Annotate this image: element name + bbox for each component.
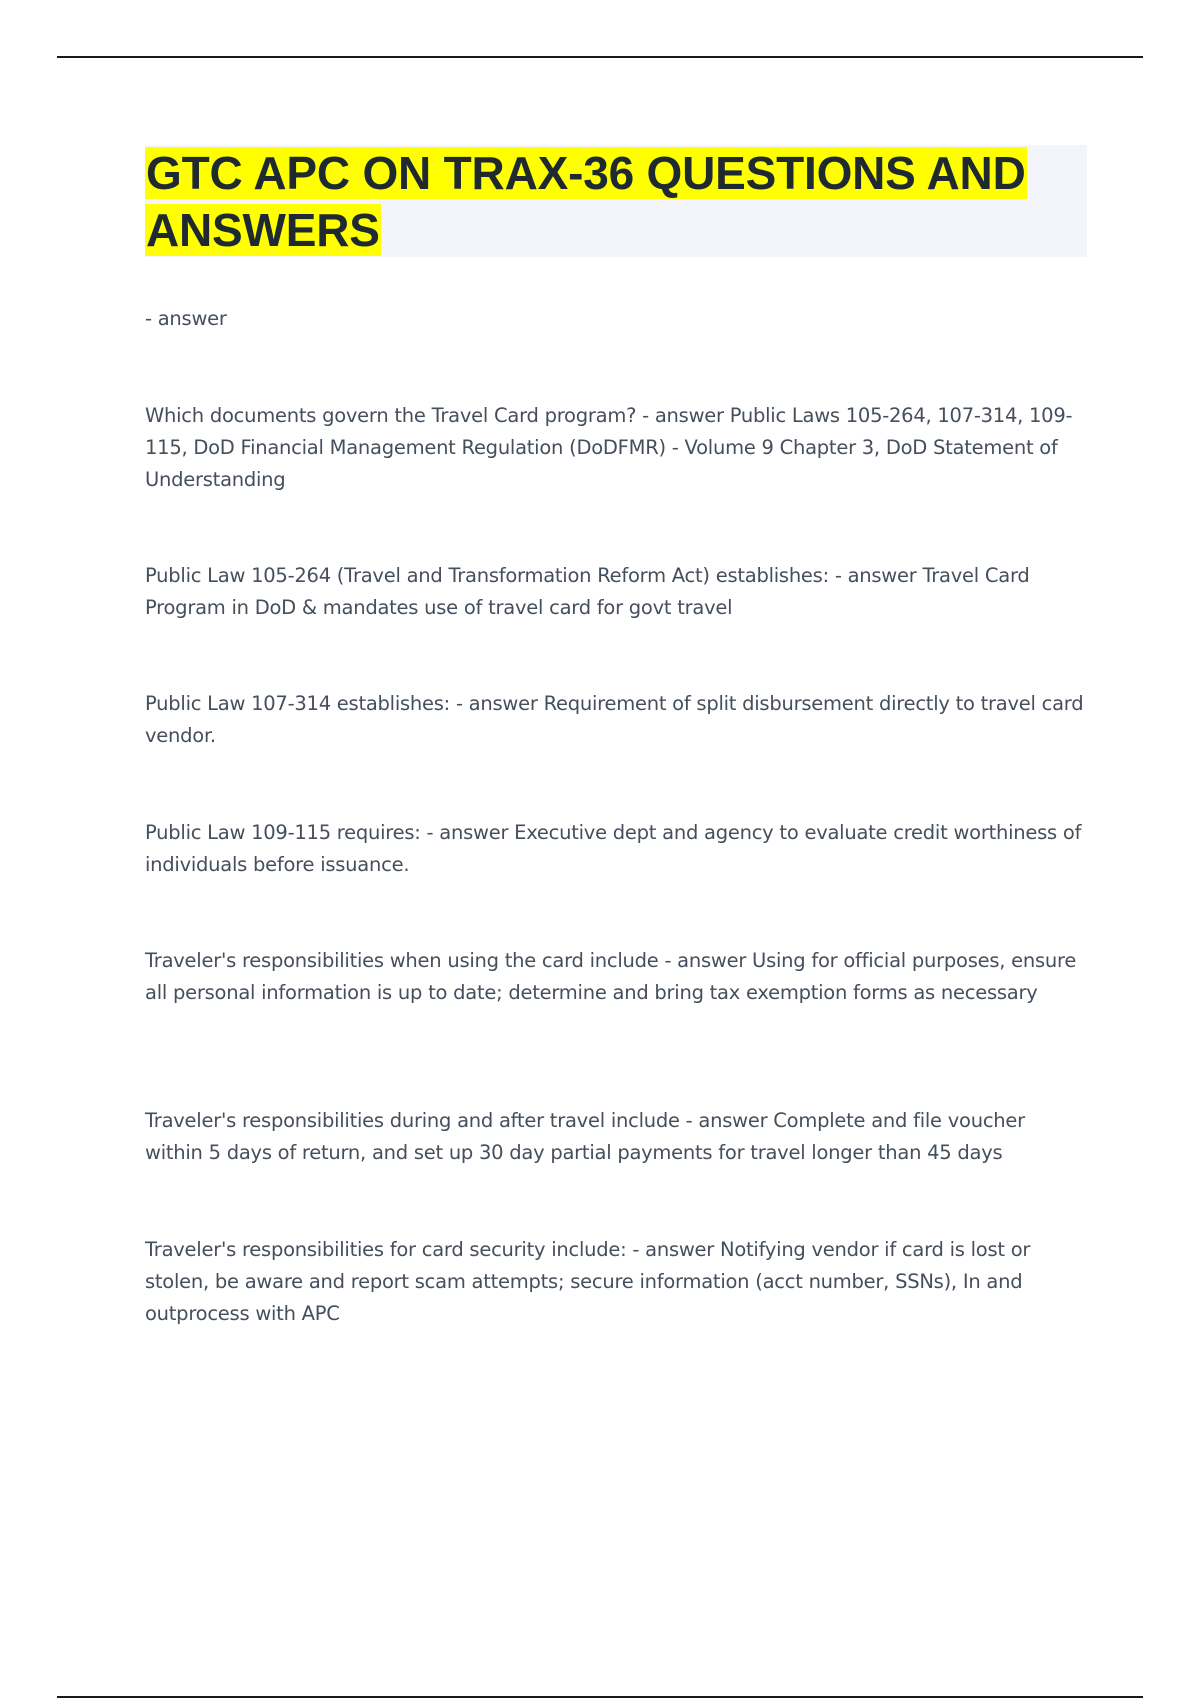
qa-item: Traveler's responsibilities when using the card include - answer Using for official purposes, ensure all personal information is up to date; determine and bring tax exemption forms as necessary: [145, 949, 1077, 1004]
qa-item: Public Law 105-264 (Travel and Transformation Reform Act) establishes: - answer Travel Card Program in DoD & mandates use of travel card for govt travel: [145, 564, 1030, 619]
qa-item: Which documents govern the Travel Card program? - answer Public Laws 105-264, 107-314, 109-115, DoD Financial Management Regulation (DoDFMR) - Volume 9 Chapter 3, DoD Statement of Understanding: [145, 404, 1073, 491]
document-title: [145, 145, 1087, 259]
title-block: [145, 145, 1087, 257]
qa-item: Public Law 107-314 establishes: - answer Requirement of split disbursement directly to travel card vendor.: [145, 692, 1084, 747]
qa-item: Traveler's responsibilities for card security include: - answer Notifying vendor if card is lost or stolen, be aware and report scam attempts; secure information (acct number, SSNs), In and outprocess with APC: [145, 1238, 1031, 1325]
qa-item: - answer: [145, 307, 227, 330]
top-rule: [57, 56, 1143, 58]
title-highlight: GTC APC ON TRAX-36 QUESTIONS AND ANSWERS: [146, 147, 1026, 256]
qa-item: Traveler's responsibilities during and after travel include - answer Complete and file voucher within 5 days of return, and set up 30 day partial payments for travel longer than 45 days: [145, 1109, 1025, 1164]
qa-item: Public Law 109-115 requires: - answer Executive dept and agency to evaluate credit worthiness of individuals before issuance.: [145, 821, 1082, 876]
qa-list: [145, 303, 1085, 1325]
bottom-rule: [57, 1696, 1143, 1698]
